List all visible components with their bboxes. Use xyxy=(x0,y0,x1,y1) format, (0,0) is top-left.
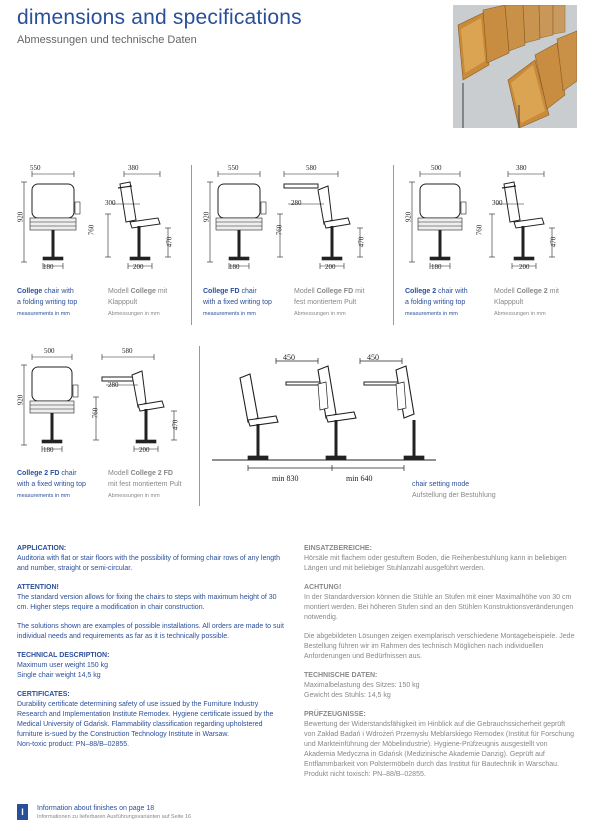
spec-text: Gewicht des Stuhls: 14,5 kg xyxy=(304,692,391,699)
model-caption-de: Modell College mit Klapppult Abmessungen in mm xyxy=(108,288,168,317)
info-icon: I xyxy=(17,804,28,820)
dim-desk-offset: 280 xyxy=(108,381,119,389)
dim-min-a: min 830 xyxy=(272,474,299,483)
dim-seat-height: 760 xyxy=(91,407,100,419)
spec-text: The standard version allows for fixing the chairs to steps with maximum height of 30 cm. Higher steps require a modification in chair construction. xyxy=(17,594,277,611)
dim-foot: 200 xyxy=(519,263,530,271)
spec-heading: TECHNISCHE DATEN: xyxy=(304,672,378,679)
spec-text: Non-toxic product: PN–88/B–02855. xyxy=(17,741,130,748)
spec-heading: CERTIFICATES: xyxy=(17,691,70,698)
spec-heading: EINSATZBEREICHE: xyxy=(304,545,372,552)
dim-seat-low: 470 xyxy=(171,419,180,431)
spec-heading: APPLICATION: xyxy=(17,545,67,552)
spec-text: Die abgebildeten Lösungen zeigen exemplarisch verschiedene Montagebeispiele. Jede Bestellung führen wir im Rahmen des technisch Möglichen nach individuellen Anforderungen und Bedürfnissen aus. xyxy=(304,633,575,660)
model-caption-en: College FD chair with a fixed writing top measurements in mm xyxy=(203,288,272,317)
dim-width: 550 xyxy=(228,164,239,172)
dim-desk-offset: 300 xyxy=(492,199,503,207)
divider xyxy=(393,165,394,325)
page-subtitle: Abmessungen und technische Daten xyxy=(17,34,197,46)
spec-text: Bewertung der Widerstandsfähigkeit im Hinblick auf die Gebrauchssicherheit geprüft von Zakład Badań i Wdrożeń Przemysłu Meblarskiego Remodex (Institut für Forschung und Markteinführung der Möbelindustrie). Hygiene-Prüfzeugnis ausgestellt von Akademia Medyczna in Gdańsk (Medizinische Akademie Danzig). Geprüft auf Entflammbarkeit von Polstermöbeln durch das Institut für Bautechnik in Warschau. xyxy=(304,721,575,768)
model-caption-en: College 2 FD chair with a fixed writing top measurements in mm xyxy=(17,470,86,499)
dim-base: 180 xyxy=(43,446,54,454)
dim-desk-b: 450 xyxy=(367,353,379,362)
dim-seat-height: 760 xyxy=(275,224,284,236)
dim-desk-a: 450 xyxy=(283,353,295,362)
model-drawing-college-fd xyxy=(198,162,388,282)
spec-text: Single chair weight 14,5 kg xyxy=(17,672,101,679)
chair-setting-drawing xyxy=(210,348,440,488)
finishes-info-de: Informationen zu lieferbaren Ausführungsvarianten auf Seite 16 xyxy=(37,814,192,820)
dim-depth: 380 xyxy=(128,164,139,172)
dim-foot: 200 xyxy=(139,446,150,454)
spec-heading: ATTENTION! xyxy=(17,584,59,591)
spec-heading: TECHNICAL DESCRIPTION: xyxy=(17,652,110,659)
auditorium-photo xyxy=(453,5,577,128)
model-caption-en: College 2 chair with a folding writing top measurements in mm xyxy=(405,288,468,317)
spec-text: The solutions shown are examples of possible installations. All orders are made to suit individual needs and requirements as far as it is technically possible. xyxy=(17,623,284,640)
dim-min-b: min 640 xyxy=(346,474,373,483)
model-caption-de: Modell College 2 mit Klapppult Abmessungen in mm xyxy=(494,288,559,317)
model-caption-de: Modell College FD mit fest montiertem Pult Abmessungen in mm xyxy=(294,288,365,317)
dim-desk-offset: 300 xyxy=(105,199,116,207)
spec-heading: PRÜFZEUGNISSE: xyxy=(304,711,366,718)
spec-text: Hörsäle mit flachem oder gestuftem Boden, die Reihenbestuhlung kann in beliebigen Längen und mit beliebiger Stuhlanzahl ausgeführt werden. xyxy=(304,555,567,572)
model-caption-de: Modell College 2 FD mit fest montiertem Pult Abmessungen in mm xyxy=(108,470,182,499)
dim-width: 500 xyxy=(431,164,442,172)
dim-base: 180 xyxy=(431,263,442,271)
spec-text: Durability certificate determining safety of use issued by the Furniture Industry Research and Implementation Institute Remodex. Hygiene certificate issued by the Medical University of Gdańsk. Flammability classification regarding upholstered furniture is-sued by the Construction Technology Institute in Warsaw. xyxy=(17,701,274,738)
dim-height: 920 xyxy=(16,211,25,223)
dim-base: 180 xyxy=(229,263,240,271)
dim-depth: 380 xyxy=(516,164,527,172)
dim-seat-height: 760 xyxy=(475,224,484,236)
model-drawing-college-2 xyxy=(400,162,590,282)
dim-desk-offset: 280 xyxy=(291,199,302,207)
dim-height: 920 xyxy=(404,211,413,223)
model-drawing-college xyxy=(12,162,192,282)
model-caption-en: College chair with a folding writing top measurements in mm xyxy=(17,288,78,317)
spec-text: In der Standardversion können die Stühle an Stufen mit einer Maximalhöhe von 30 cm montiert werden. Bei höheren Stufen sind an den Stühlen Konstruktionsveränderungen notwendig. xyxy=(304,594,574,621)
spec-heading: ACHTUNG! xyxy=(304,584,342,591)
page-title: dimensions and specifications xyxy=(17,6,302,29)
dim-seat-height: 760 xyxy=(87,224,96,236)
dim-foot: 200 xyxy=(133,263,144,271)
spec-text: Auditoria with flat or stair floors with the possibility of forming chair rows of any length and number, straight or semi-circular. xyxy=(17,555,281,572)
dim-height: 920 xyxy=(202,211,211,223)
dim-base: 180 xyxy=(43,263,54,271)
finishes-info-en: Information about finishes on page 18 xyxy=(37,805,155,812)
specs-german xyxy=(304,544,576,789)
model-drawing-college-2-fd xyxy=(12,345,202,465)
dim-seat-low: 470 xyxy=(357,236,366,248)
dim-seat-low: 470 xyxy=(549,236,558,248)
dim-foot: 200 xyxy=(325,263,336,271)
dim-seat-low: 470 xyxy=(165,236,174,248)
dim-width: 500 xyxy=(44,347,55,355)
dim-height: 920 xyxy=(16,394,25,406)
finishes-info xyxy=(37,804,191,822)
dim-width: 550 xyxy=(30,164,41,172)
setting-caption: chair setting mode Aufstellung der Bestuhlung xyxy=(412,481,496,499)
dim-depth: 580 xyxy=(122,347,133,355)
specs-english xyxy=(17,544,289,759)
spec-text: Maximalbelastung des Sitzes: 150 kg xyxy=(304,682,420,689)
spec-text: Maximum user weight 150 kg xyxy=(17,662,109,669)
spec-text: Produkt nicht toxisch: PN–88/B–02855. xyxy=(304,771,426,778)
dim-depth: 580 xyxy=(306,164,317,172)
